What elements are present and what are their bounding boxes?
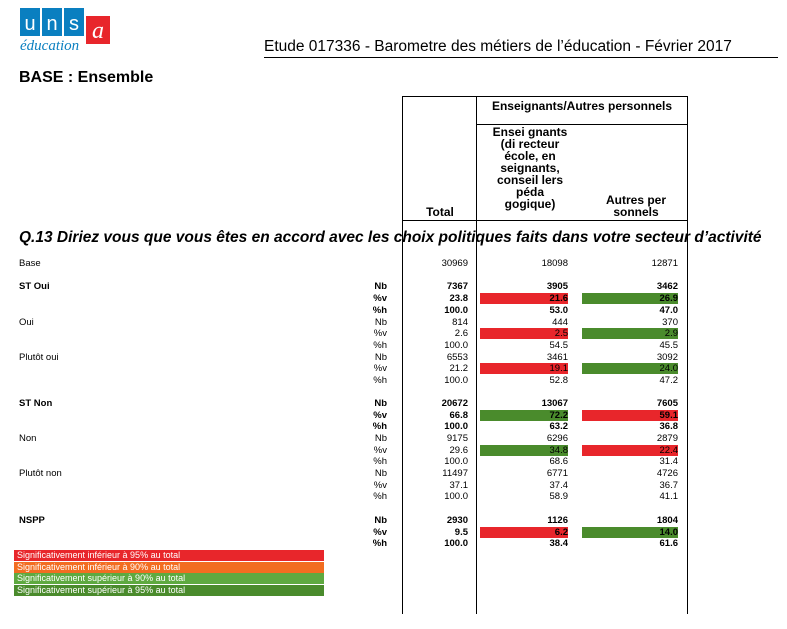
cell-total: 66.8	[449, 410, 468, 421]
cell-total: 37.1	[449, 480, 468, 491]
cell-total: 100.0	[444, 491, 468, 502]
row-type: Nb	[374, 352, 387, 363]
legend-item: Significativement inférieur à 95% au total	[14, 550, 324, 561]
row-type: %v	[373, 445, 387, 456]
cell-c2: 31.4	[659, 456, 678, 467]
table-border-left	[402, 96, 403, 614]
question-text: Q.13 Diriez vous que vous êtes en accord avec les choix politiques faits dans votre secteur d’activité	[19, 229, 762, 246]
cell-c2: 61.6	[659, 538, 678, 549]
cell-total: 814	[452, 317, 468, 328]
unsa-education-logo	[18, 6, 118, 58]
row-type: Nb	[374, 515, 387, 526]
cell-c1: 3461	[546, 352, 568, 363]
cell-total: 100.0	[444, 340, 468, 351]
row-label: Oui	[19, 317, 34, 328]
cell-c1: 37.4	[549, 480, 568, 491]
row-label: Plutôt oui	[19, 352, 59, 363]
column-header-total: Total	[426, 205, 454, 219]
row-type: %v	[373, 328, 387, 339]
cell-c2: 22.4	[582, 445, 678, 456]
cell-total: 100.0	[444, 456, 468, 467]
cell-total: 9.5	[454, 527, 468, 538]
header-bottom-line	[402, 220, 688, 221]
base-title: BASE : Ensemble	[19, 69, 154, 86]
cell-c1: 52.8	[549, 375, 568, 386]
legend-item: Significativement supérieur à 95% au total	[14, 585, 324, 596]
row-type: Nb	[374, 468, 387, 479]
cell-c2: 47.0	[659, 305, 678, 316]
cell-c1: 58.9	[549, 491, 568, 502]
cell-c1: 18098	[541, 258, 568, 269]
row-type: %v	[373, 363, 387, 374]
row-type: %h	[372, 421, 387, 432]
cell-total: 9175	[446, 433, 468, 444]
cell-c1: 34.8	[480, 445, 568, 456]
table-border-top	[402, 96, 688, 97]
cell-c1: 38.4	[549, 538, 568, 549]
cell-total: 23.8	[449, 293, 468, 304]
cell-total: 100.0	[444, 305, 468, 316]
cell-c2: 41.1	[659, 491, 678, 502]
row-type: %v	[373, 410, 387, 421]
row-label: ST Non	[19, 398, 53, 409]
row-label: Base	[19, 258, 41, 269]
cell-total: 6553	[446, 352, 468, 363]
cell-c2: 36.8	[659, 421, 678, 432]
cell-total: 100.0	[444, 375, 468, 386]
cell-c1: 1126	[547, 515, 568, 526]
cell-total: 2930	[446, 515, 468, 526]
row-type: %h	[372, 538, 387, 549]
cell-total: 11497	[442, 468, 468, 479]
cell-total: 29.6	[449, 445, 468, 456]
cell-total: 2.6	[454, 328, 468, 339]
cell-c2: 14.0	[582, 527, 678, 538]
cell-c2: 47.2	[659, 375, 678, 386]
cell-total: 30969	[441, 258, 468, 269]
column-header-autres: Autres per sonnels	[605, 193, 667, 219]
row-type: %v	[373, 480, 387, 491]
cell-c1: 3905	[546, 281, 568, 292]
cell-total: 20672	[441, 398, 468, 409]
column-header-enseignants: Ensei gnants (di recteur école, en seignants, conseil lers péda gogique)	[492, 125, 568, 211]
row-type: %h	[373, 375, 387, 386]
cell-c2: 4726	[656, 468, 678, 479]
row-label: Plutôt non	[19, 468, 62, 479]
cell-c1: 72.2	[480, 410, 568, 421]
cell-c2: 12871	[651, 258, 678, 269]
logo-subtitle: éducation	[20, 38, 80, 54]
row-type: %v	[373, 527, 387, 538]
cell-total: 7367	[446, 281, 468, 292]
header-underline	[264, 57, 778, 58]
row-label: ST Oui	[19, 281, 50, 292]
svg-text:s: s	[69, 13, 79, 35]
cell-c1: 2.5	[480, 328, 568, 339]
row-type: Nb	[374, 433, 387, 444]
cell-c2: 370	[662, 317, 678, 328]
row-type: Nb	[374, 398, 387, 409]
cell-c2: 3092	[656, 352, 678, 363]
column-group-header: Enseignants/Autres personnels	[491, 99, 673, 113]
cell-c2: 3462	[656, 281, 678, 292]
cell-c1: 68.6	[549, 456, 568, 467]
cell-c2: 2879	[656, 433, 678, 444]
cell-c2: 45.5	[659, 340, 678, 351]
svg-text:n: n	[46, 13, 58, 35]
cell-c1: 21.6	[480, 293, 568, 304]
row-type: Nb	[374, 281, 387, 292]
row-type: %h	[373, 456, 387, 467]
cell-total: 21.2	[449, 363, 468, 374]
table-border-right	[687, 96, 688, 614]
cell-c1: 54.5	[549, 340, 568, 351]
row-type: Nb	[374, 317, 387, 328]
row-type: %h	[373, 491, 387, 502]
svg-text:a: a	[92, 18, 104, 44]
cell-c1: 19.1	[480, 363, 568, 374]
cell-c1: 6771	[546, 468, 568, 479]
cell-c2: 24.0	[582, 363, 678, 374]
report-title: Etude 017336 - Barometre des métiers de l’éducation - Février 2017	[264, 38, 732, 55]
cell-c1: 6296	[546, 433, 568, 444]
row-label: NSPP	[19, 515, 45, 526]
legend-item: Significativement supérieur à 90% au total	[14, 573, 324, 584]
row-type: %h	[373, 340, 387, 351]
row-label: Non	[19, 433, 37, 444]
row-type: %h	[372, 305, 387, 316]
cell-c2: 26.9	[582, 293, 678, 304]
cell-c2: 59.1	[582, 410, 678, 421]
cell-c2: 36.7	[659, 480, 678, 491]
row-type: %v	[373, 293, 387, 304]
cell-c2: 2.9	[582, 328, 678, 339]
table-border-total	[476, 96, 477, 614]
cell-c2: 7605	[656, 398, 678, 409]
cell-c1: 63.2	[549, 421, 568, 432]
cell-c1: 444	[552, 317, 568, 328]
legend-item: Significativement inférieur à 90% au total	[14, 562, 324, 573]
cell-c2: 1804	[656, 515, 678, 526]
svg-text:u: u	[24, 13, 36, 35]
cell-total: 100.0	[444, 538, 468, 549]
cell-c1: 6.2	[480, 527, 568, 538]
cell-c1: 13067	[541, 398, 568, 409]
cell-c1: 53.0	[549, 305, 568, 316]
cell-total: 100.0	[444, 421, 468, 432]
